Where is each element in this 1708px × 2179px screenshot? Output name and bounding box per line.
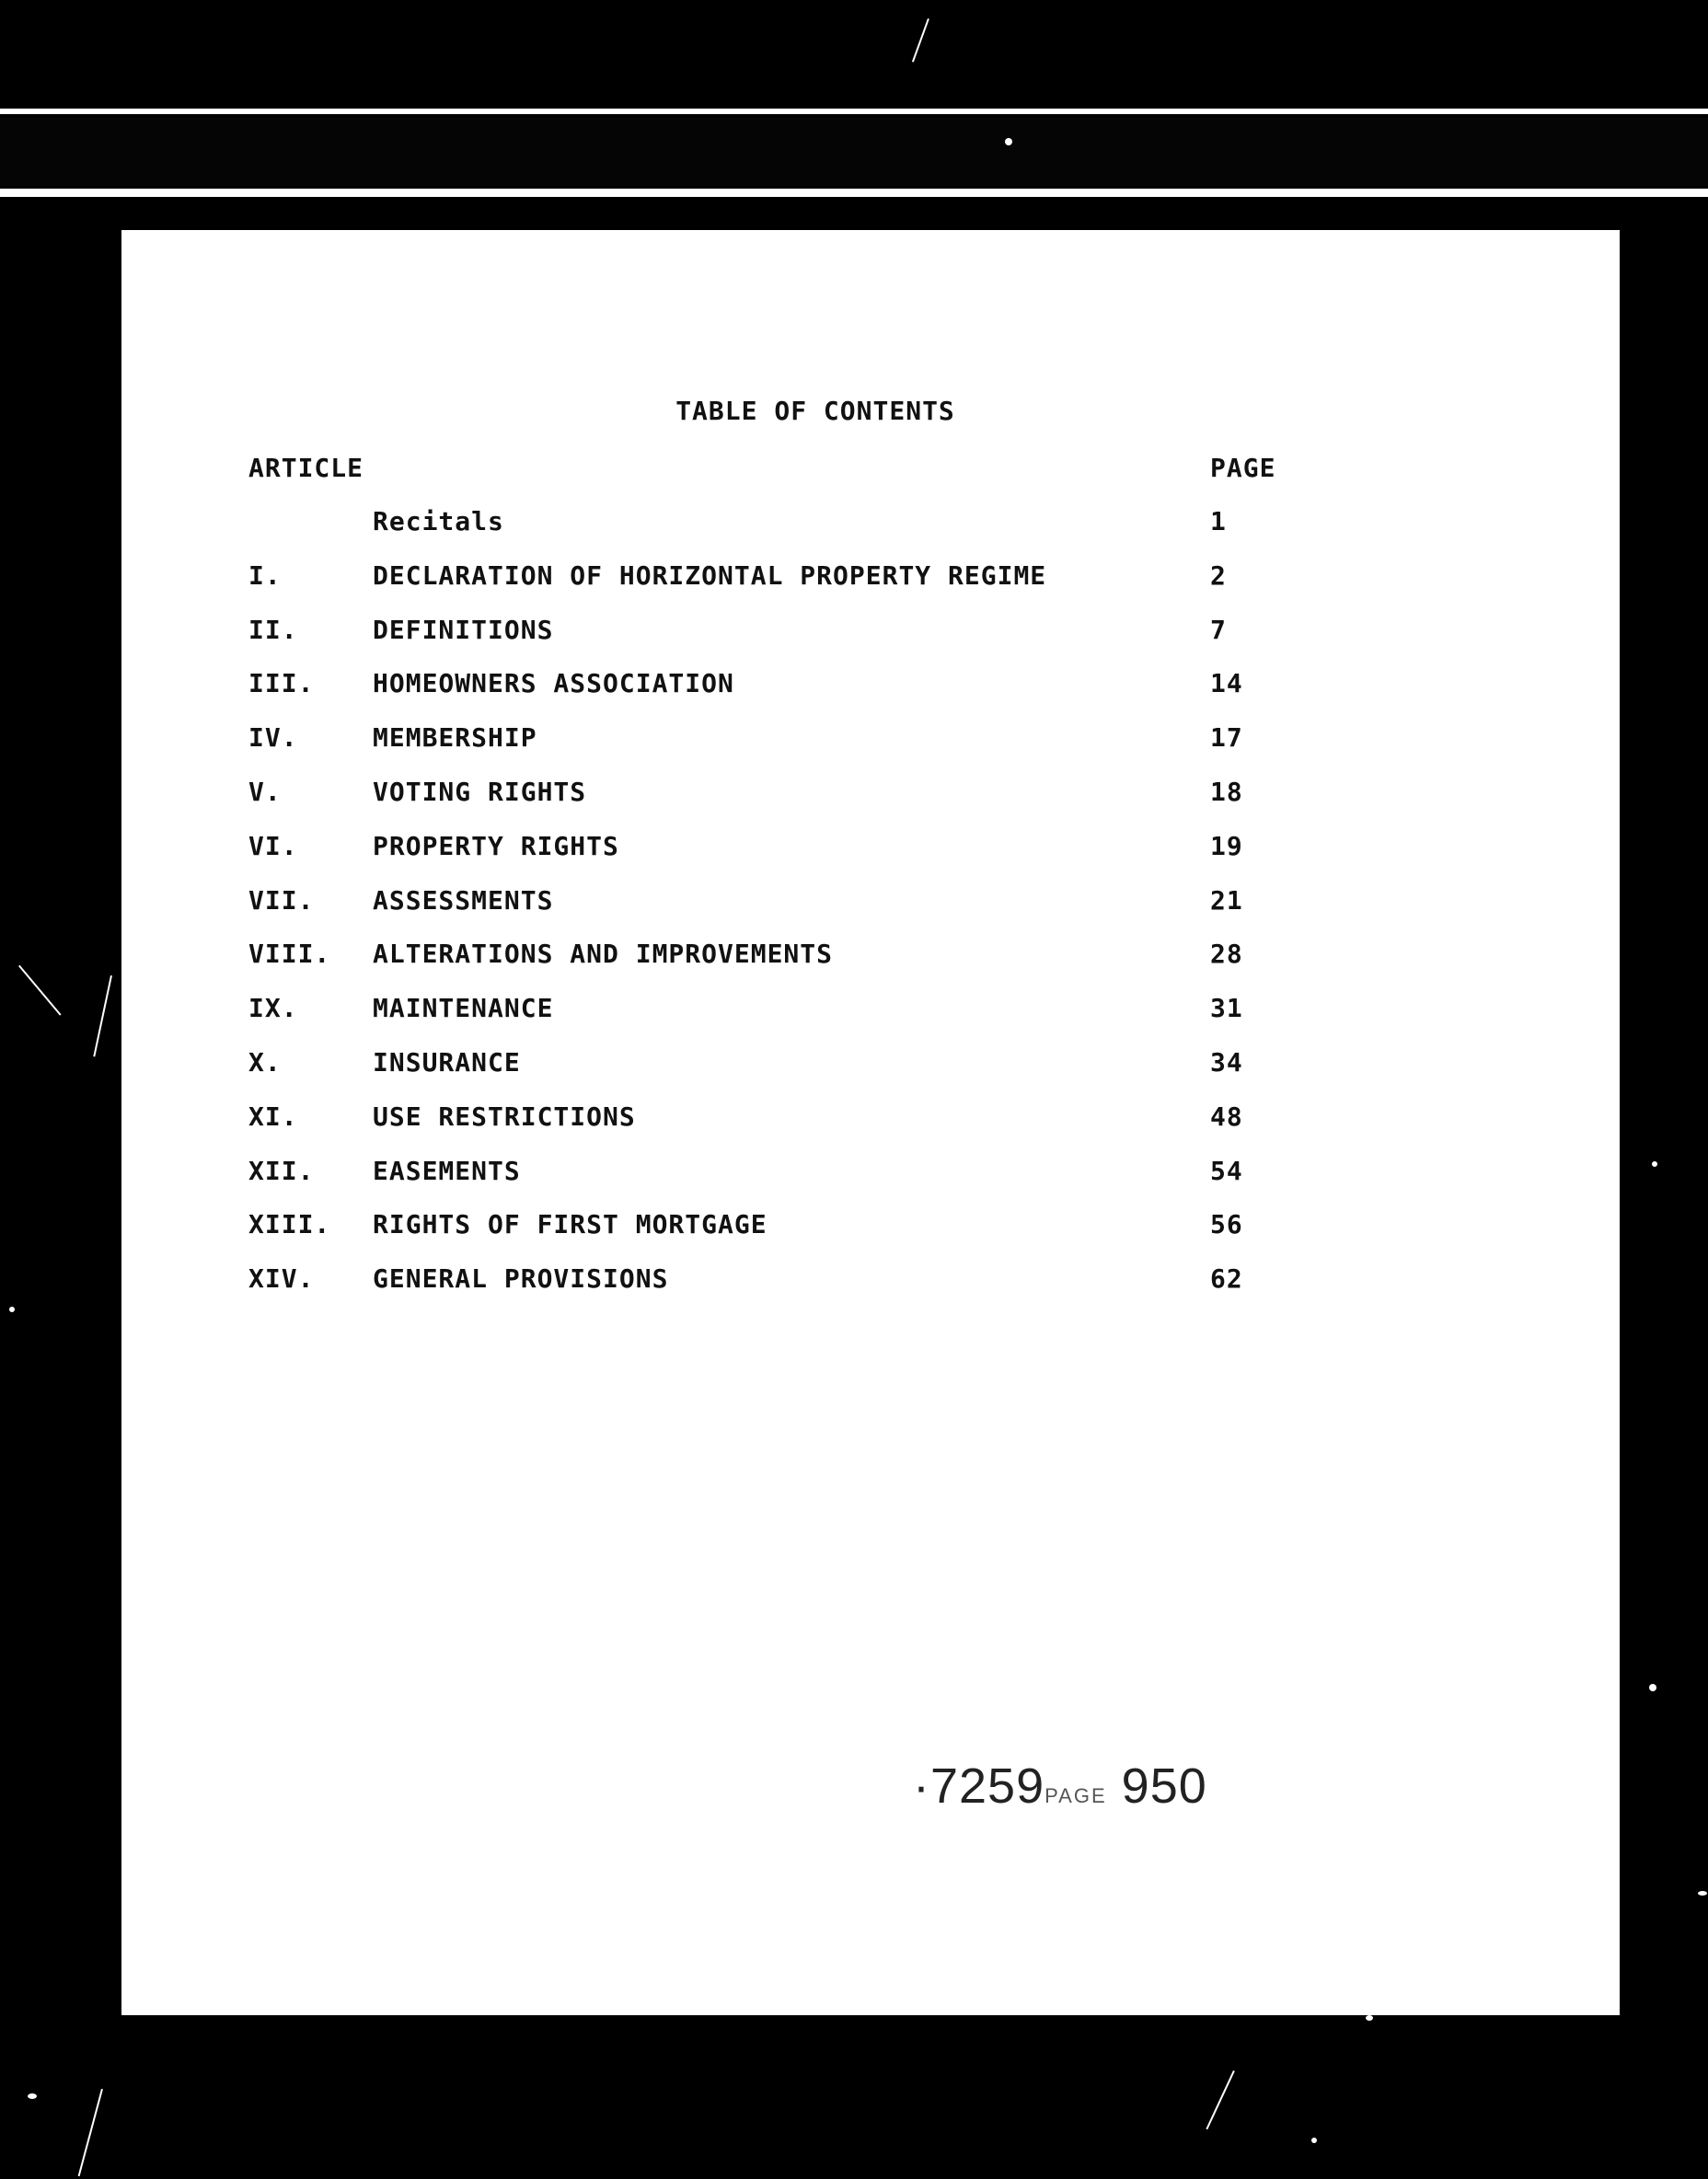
page-number: 17 bbox=[1210, 722, 1243, 754]
page-column-header: PAGE bbox=[1210, 453, 1276, 483]
article-title: USE RESTRICTIONS bbox=[373, 1101, 636, 1132]
page-number: 1 bbox=[1210, 506, 1227, 536]
article-number: VII. bbox=[248, 884, 315, 916]
scan-scratch bbox=[1206, 2070, 1234, 2129]
scan-speck bbox=[1311, 2138, 1317, 2143]
article-number: V. bbox=[248, 776, 282, 807]
page-number: 21 bbox=[1210, 884, 1243, 916]
toc-heading: TABLE OF CONTENTS bbox=[675, 396, 955, 426]
article-number: XIV. bbox=[248, 1263, 315, 1295]
article-title: DEFINITIONS bbox=[373, 614, 554, 645]
toc-entry bbox=[248, 560, 1261, 615]
scan-speck bbox=[1698, 1891, 1707, 1896]
article-title: DECLARATION OF HORIZONTAL PROPERTY REGIME bbox=[373, 559, 1047, 591]
scan-speck bbox=[1652, 1161, 1657, 1167]
article-number: VI. bbox=[248, 830, 298, 861]
article-number: X. bbox=[248, 1046, 282, 1078]
toc-entry bbox=[248, 1047, 1261, 1101]
toc-entry bbox=[248, 506, 1261, 560]
toc-entry bbox=[248, 831, 1261, 885]
article-title: MEMBERSHIP bbox=[373, 722, 537, 754]
scan-scratch bbox=[18, 965, 62, 1016]
article-title: EASEMENTS bbox=[373, 1155, 521, 1186]
article-column-header: ARTICLE bbox=[248, 453, 364, 483]
article-number: III. bbox=[248, 668, 315, 699]
page-number: 48 bbox=[1210, 1101, 1243, 1132]
toc-entry bbox=[248, 885, 1261, 940]
article-number: XII. bbox=[248, 1155, 315, 1186]
page-number: 2 bbox=[1210, 559, 1227, 591]
toc-entry bbox=[248, 615, 1261, 669]
scan-speck bbox=[28, 2093, 37, 2099]
article-title: INSURANCE bbox=[373, 1046, 521, 1078]
article-number: II. bbox=[248, 614, 298, 645]
stamp-book-number: ·7259 bbox=[913, 1758, 1045, 1814]
scan-edge-line bbox=[0, 109, 1708, 114]
page-number: 54 bbox=[1210, 1155, 1243, 1186]
scan-speck bbox=[1366, 2015, 1373, 2021]
article-title: RIGHTS OF FIRST MORTGAGE bbox=[373, 1209, 767, 1240]
article-number: IX. bbox=[248, 993, 298, 1024]
article-number: IV. bbox=[248, 722, 298, 754]
toc-entry bbox=[248, 993, 1261, 1047]
toc-entry bbox=[248, 1101, 1261, 1156]
toc-list bbox=[248, 506, 1261, 1318]
page-number: 62 bbox=[1210, 1263, 1243, 1295]
document-page bbox=[121, 230, 1620, 2015]
article-number: I. bbox=[248, 559, 282, 591]
article-title: ASSESSMENTS bbox=[373, 884, 554, 916]
scan-scratch bbox=[78, 2089, 103, 2176]
scan-speck bbox=[9, 1307, 15, 1312]
toc-entry bbox=[248, 1156, 1261, 1210]
recording-stamp bbox=[913, 1758, 1207, 1815]
page-number: 19 bbox=[1210, 830, 1243, 861]
page-number: 18 bbox=[1210, 776, 1243, 807]
stamp-page-label: PAGE bbox=[1044, 1784, 1107, 1807]
article-number: XIII. bbox=[248, 1209, 331, 1240]
toc-entry bbox=[248, 668, 1261, 722]
page-number: 56 bbox=[1210, 1209, 1243, 1240]
article-title: ALTERATIONS AND IMPROVEMENTS bbox=[373, 939, 834, 970]
toc-entry bbox=[248, 1209, 1261, 1263]
scan-scratch bbox=[93, 975, 112, 1056]
toc-entry bbox=[248, 777, 1261, 831]
scan-scratch bbox=[912, 18, 929, 63]
page-number: 28 bbox=[1210, 939, 1243, 970]
article-title: VOTING RIGHTS bbox=[373, 776, 587, 807]
scan-edge-line bbox=[0, 189, 1708, 197]
page-number: 34 bbox=[1210, 1046, 1243, 1078]
scan-speck bbox=[1649, 1684, 1656, 1691]
page-number: 7 bbox=[1210, 614, 1227, 645]
stamp-page-number: 950 bbox=[1121, 1758, 1207, 1814]
toc-entry bbox=[248, 939, 1261, 993]
article-number: VIII. bbox=[248, 939, 331, 970]
article-number: XI. bbox=[248, 1101, 298, 1132]
article-title: PROPERTY RIGHTS bbox=[373, 830, 619, 861]
toc-entry bbox=[248, 722, 1261, 777]
article-title: MAINTENANCE bbox=[373, 993, 554, 1024]
scan-speck bbox=[1005, 138, 1012, 145]
toc-entry bbox=[248, 1263, 1261, 1318]
page-number: 31 bbox=[1210, 993, 1243, 1024]
article-title: GENERAL PROVISIONS bbox=[373, 1263, 669, 1295]
article-title: HOMEOWNERS ASSOCIATION bbox=[373, 668, 734, 699]
page-number: 14 bbox=[1210, 668, 1243, 699]
article-title: Recitals bbox=[373, 506, 504, 536]
scan-top-band bbox=[0, 118, 1708, 186]
